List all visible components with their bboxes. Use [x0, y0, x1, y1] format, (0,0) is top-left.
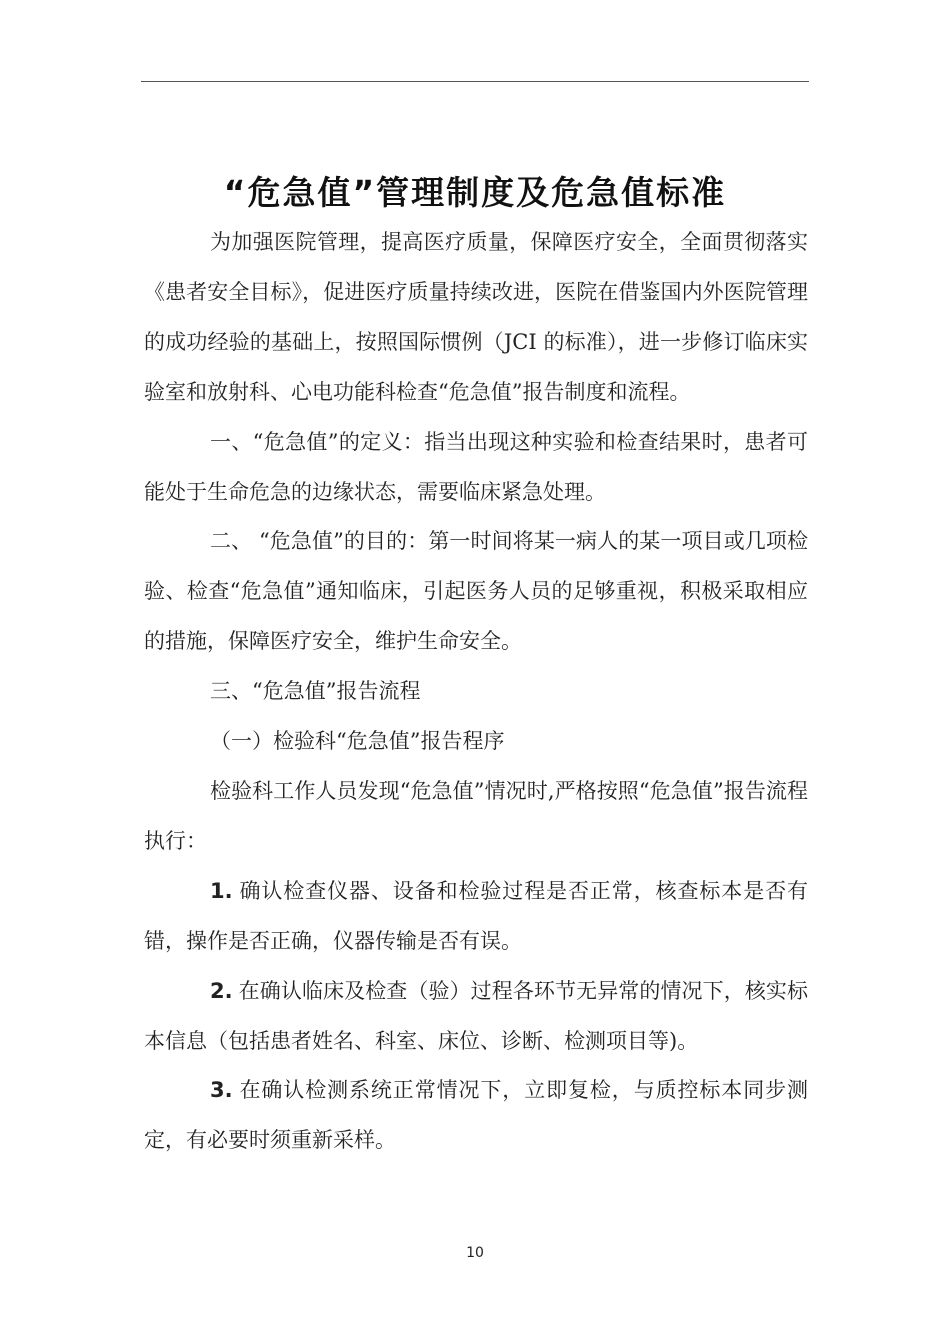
step-2 [144, 967, 808, 1067]
step-text: 在确认检测系统正常情况下，立即复检，与质控标本同步测定，有必要时须重新采样。 [144, 1078, 808, 1153]
section-1-definition: 一、“危急值”的定义：指当出现这种实验和检查结果时，患者可能处于生命危急的边缘状态，需要临床紧急处理。 [144, 429, 808, 504]
step-number: 2. [210, 978, 233, 1003]
step-text: 确认检查仪器、设备和检验过程是否正常，核查标本是否有错，操作是否正确，仪器传输是否有误。 [144, 878, 808, 953]
step-number: 3. [210, 1078, 233, 1103]
header-rule [141, 81, 809, 82]
step-text: 在确认临床及检查（验）过程各环节无异常的情况下，核实标本信息（包括患者姓名、科室、床位、诊断、检测项目等)。 [144, 978, 808, 1053]
section-2-purpose: 二、 “危急值”的目的：第一时间将某一病人的某一项目或几项检验、检查“危急值”通知临床，引起医务人员的足够重视，积极采取相应的措施，保障医疗安全，维护生命安全。 [144, 529, 808, 654]
step-number: 1. [210, 878, 233, 903]
document-title: “危急值”管理制度及危急值标准 [223, 173, 727, 212]
subsection-1-intro: 检验科工作人员发现“危急值”情况时,严格按照“危急值”报告流程执行： [144, 778, 808, 853]
page-number: 10 [466, 1245, 484, 1261]
section-3-heading: 三、“危急值”报告流程 [210, 679, 421, 704]
step-3 [144, 1066, 808, 1166]
step-1 [144, 867, 808, 967]
document-body [144, 218, 808, 1166]
intro-paragraph: 为加强医院管理，提高医疗质量，保障医疗安全，全面贯彻落实《患者安全目标》，促进医疗质量持续改进，医院在借鉴国内外医院管理的成功经验的基础上，按照国际惯例（JCI 的标准），进一步修订临床实验室和放射科、心电功能科检查“危急值”报告制度和流程。 [144, 230, 808, 404]
subsection-1-heading: （一）检验科“危急值”报告程序 [210, 729, 505, 754]
